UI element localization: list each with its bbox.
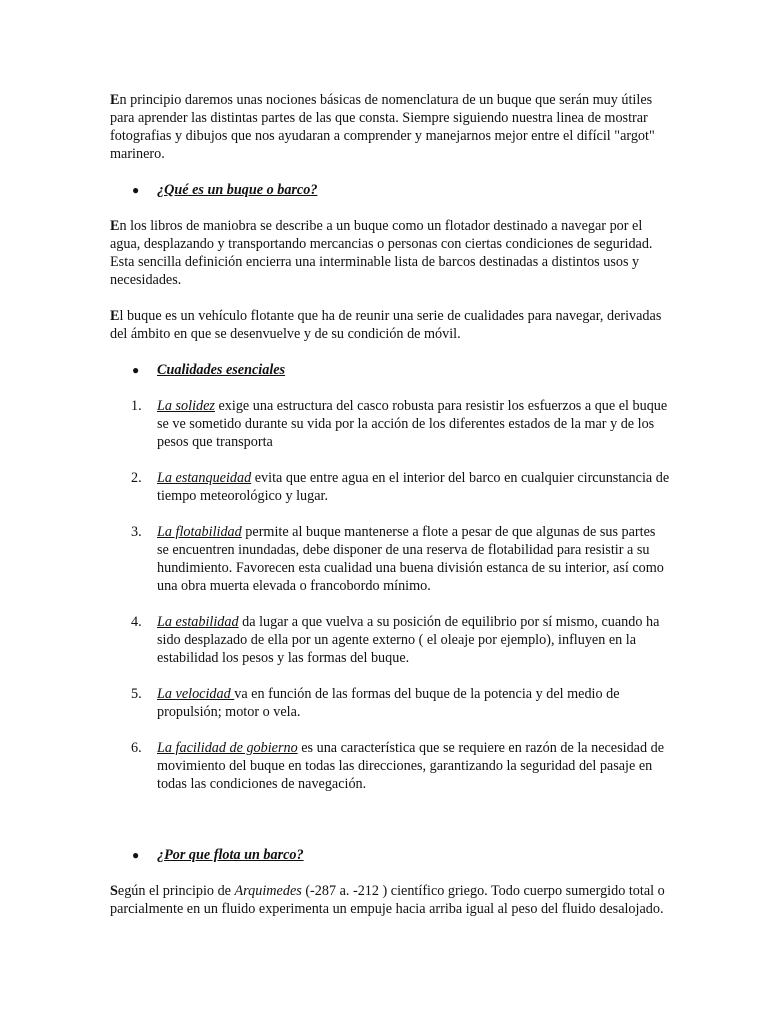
- bullet-icon: ●: [132, 183, 140, 197]
- quality-item: [110, 524, 670, 596]
- intro-lead-letter: E: [110, 92, 120, 108]
- section-heading: Cualidades esenciales: [157, 361, 286, 378]
- quality-item: [110, 686, 670, 722]
- bullet-icon: ●: [132, 362, 140, 377]
- quality-item: [110, 740, 670, 794]
- quality-term: La flotabilidad: [157, 523, 242, 540]
- para3-text-a: egún el principio de: [117, 882, 235, 899]
- quality-item: [110, 398, 670, 452]
- para1-text: n los libros de maniobra se describe a un buque como un flotador destinado a navegar por el agua, desplazando y transportando mercancias o personas con ciertas condiciones de seguridad. Esta sencilla definición encierra una interminable lista de barcos destinadas a distintos usos y necesidades.: [110, 217, 653, 288]
- quality-term: La velocidad: [157, 685, 235, 702]
- quality-text: da lugar a que vuelva a su posición de equilibrio por sí mismo, cuando ha sido desplazado de ella por un agente externo ( el oleaje por ejemplo), influyen en la estabilidad los pesos y las formas del buque.: [157, 613, 660, 666]
- item-number: 2.: [131, 469, 142, 486]
- quality-item: [110, 614, 670, 668]
- item-number: 6.: [131, 739, 142, 756]
- archimedes-name: Arquimedes: [234, 882, 302, 899]
- para3-text-b: (-287 a. -212 ) científico griego. Todo cuerpo sumergido total o parcialmente en un fluido experimenta un empuje hacia arriba igual al peso del fluido desalojado.: [110, 882, 665, 917]
- quality-term: La estanqueidad: [157, 469, 252, 486]
- para2-lead-letter: E: [110, 307, 120, 324]
- heading-que-es-buque: [110, 182, 670, 200]
- heading-por-que-flota: [110, 847, 670, 865]
- vehicle-paragraph: [110, 308, 670, 344]
- para3-lead-letter: S: [110, 882, 118, 899]
- quality-term: La facilidad de gobierno: [157, 739, 298, 756]
- quality-text: es una característica que se requiere en razón de la necesidad de movimiento del buque en todas las direcciones, garantizando la seguridad del pasaje en todas las condiciones de navegación.: [157, 739, 664, 792]
- quality-text: va en función de las formas del buque de la potencia y del medio de propulsión; motor o vela.: [157, 685, 620, 720]
- section-heading: ¿Qué es un buque o barco?: [157, 182, 318, 198]
- para2-text: l buque es un vehículo flotante que ha de reunir una serie de cualidades para navegar, derivadas del ámbito en que se desenvuelve y de su condición de móvil.: [110, 307, 662, 342]
- intro-paragraph: [110, 92, 670, 164]
- document-page: [110, 92, 670, 919]
- item-number: 5.: [131, 685, 142, 702]
- section-heading: ¿Por que flota un barco?: [157, 846, 304, 863]
- bullet-icon: ●: [132, 847, 140, 862]
- quality-term: La estabilidad: [157, 613, 239, 630]
- definition-paragraph: [110, 218, 670, 290]
- para1-lead-letter: E: [110, 217, 120, 234]
- item-number: 4.: [131, 613, 142, 630]
- quality-text: permite al buque mantenerse a flote a pesar de que algunas de sus partes se encuentren inundadas, debe disponer de una reserva de flotabilidad para resistir a su hundimiento. Favorecen esta cualidad una buena división estanca de su interior, así como una obra muerta elevada o francobordo mínimo.: [157, 523, 664, 594]
- heading-cualidades: [110, 362, 670, 380]
- quality-term: La solidez: [157, 397, 215, 414]
- item-number: 3.: [131, 523, 142, 540]
- intro-text: n principio daremos unas nociones básicas de nomenclatura de un buque que serán muy útiles para aprender las distintas partes de las que consta. Siempre siguiendo nuestra linea de mostrar fotografias y dibujos que nos ayudaran a comprender y manejarnos mejor entre el difícil "argot" marinero.: [110, 92, 655, 162]
- quality-text: exige una estructura del casco robusta para resistir los esfuerzos a que el buque se ve sometido durante su vida por la acción de los diferentes estados de la mar y de los pesos que transporta: [157, 397, 668, 450]
- item-number: 1.: [131, 397, 142, 414]
- archimedes-paragraph: [110, 883, 670, 919]
- quality-item: [110, 470, 670, 506]
- quality-text: evita que entre agua en el interior del barco en cualquier circunstancia de tiempo meteorológico y lugar.: [157, 469, 670, 504]
